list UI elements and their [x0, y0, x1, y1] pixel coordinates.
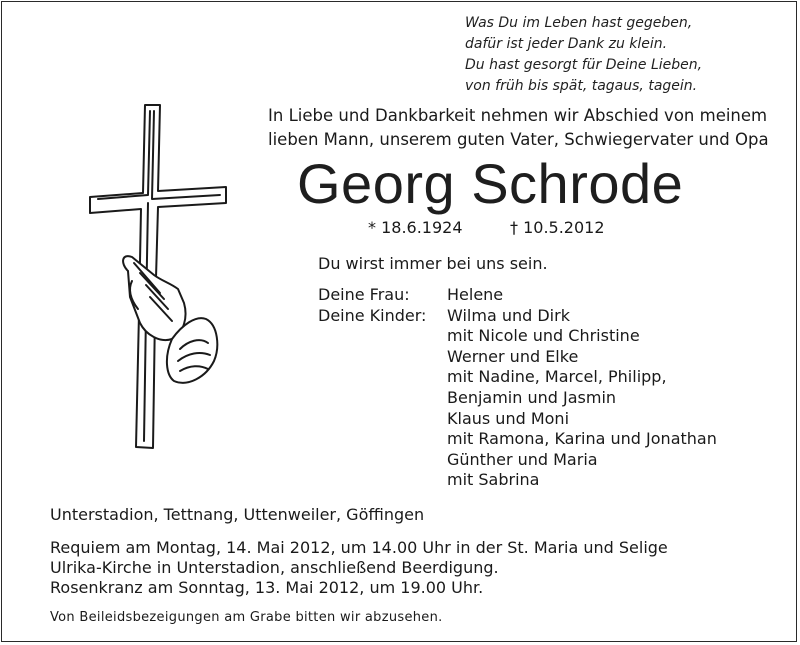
poem-line: von früh bis spät, tagaus, tagein. — [465, 78, 698, 94]
service-info — [50, 538, 668, 598]
family-name: Benjamin und Jasmin — [447, 387, 617, 407]
poem-line: dafür ist jeder Dank zu klein. — [465, 36, 668, 52]
family-name: mit Sabrina — [447, 470, 540, 490]
family-label: Deine Kinder: — [318, 305, 427, 325]
family-name: Klaus und Moni — [447, 408, 570, 428]
poem-line: Du hast gesorgt für Deine Lieben, — [465, 57, 703, 73]
birth-date: * 18.6.1924 — [368, 218, 463, 237]
motto: Du wirst immer bei uns sein. — [318, 254, 548, 273]
cross-with-praying-hands-icon — [88, 103, 228, 451]
family-name: mit Ramona, Karina und Jonathan — [447, 429, 717, 449]
poem — [465, 13, 702, 97]
intro-line: In Liebe und Dankbarkeit nehmen wir Abschied von meinem — [268, 106, 768, 125]
family-name: mit Nadine, Marcel, Philipp, — [447, 367, 667, 387]
service-line: Requiem am Montag, 14. Mai 2012, um 14.00 Uhr in der St. Maria und Selige — [50, 538, 668, 557]
intro-line: lieben Mann, unserem guten Vater, Schwiegervater und Opa — [268, 130, 769, 149]
deceased-name: Georg Schrode — [297, 152, 684, 215]
intro-text — [268, 104, 769, 152]
service-line: Ulrika-Kirche in Unterstadion, anschließend Beerdigung. — [50, 558, 499, 577]
family-name: Günther und Maria — [447, 449, 598, 469]
family-name: mit Nicole und Christine — [447, 326, 640, 346]
family-name: Helene — [447, 285, 504, 304]
family-name: Werner und Elke — [447, 346, 579, 366]
family-name: Wilma und Dirk — [447, 305, 570, 325]
family-label: Deine Frau: — [318, 285, 410, 304]
poem-line: Was Du im Leben hast gegeben, — [465, 15, 693, 31]
places: Unterstadion, Tettnang, Uttenweiler, Göffingen — [50, 505, 425, 524]
service-line: Rosenkranz am Sonntag, 13. Mai 2012, um 19.00 Uhr. — [50, 578, 484, 597]
condolence-note: Von Beileidsbezeigungen am Grabe bitten wir abzusehen. — [50, 610, 443, 625]
death-date: † 10.5.2012 — [510, 218, 605, 237]
